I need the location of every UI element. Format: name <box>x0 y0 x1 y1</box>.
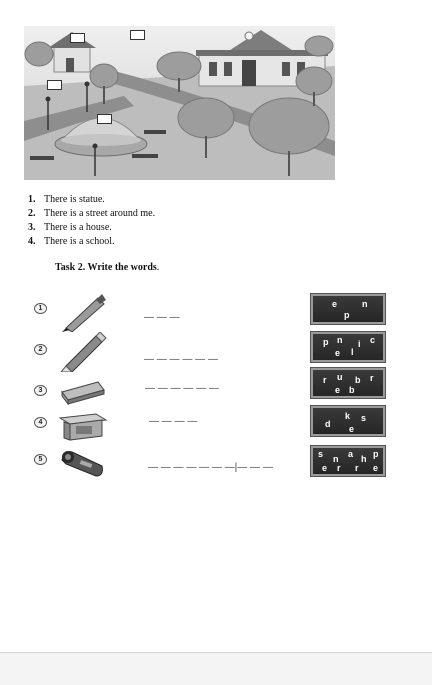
desk-icon <box>58 408 108 448</box>
label-box-2[interactable] <box>130 30 145 40</box>
word-row-2 <box>0 332 432 368</box>
word-gap: | <box>234 462 238 473</box>
label-box-4[interactable] <box>97 114 112 124</box>
sentence-4: 4. There is a school. <box>28 236 115 247</box>
item-number: 5 <box>34 454 47 465</box>
letter-tile: p n i c e l <box>311 332 385 362</box>
answer-blanks[interactable]: — — — — — — <box>145 383 219 394</box>
letter-tile: s n a h p e r r e <box>311 446 385 476</box>
letter-tile: e n p <box>311 294 385 324</box>
sentence-list <box>28 193 155 249</box>
word-row-1 <box>0 292 432 328</box>
letter-tile: r u b r e b <box>311 368 385 398</box>
task2-heading: Task 2. Write the words. <box>55 262 160 273</box>
label-box-1[interactable] <box>70 33 85 43</box>
item-number: 4 <box>34 417 47 428</box>
word-row-4 <box>0 406 432 442</box>
pencil-icon <box>58 332 108 372</box>
sentence-3: 3. There is a house. <box>28 222 112 233</box>
item-number: 3 <box>34 385 47 396</box>
letter-tile: k s d e <box>311 406 385 436</box>
word-row-3 <box>0 372 432 408</box>
sentence-1: 1. There is statue. <box>28 194 105 205</box>
pen-icon <box>58 292 108 332</box>
item-number: 1 <box>34 303 47 314</box>
label-box-3[interactable] <box>47 80 62 90</box>
park-illustration <box>24 26 335 180</box>
park-school-picture <box>24 26 335 180</box>
page-footer-bar <box>0 652 432 685</box>
answer-blanks[interactable]: — — — <box>144 312 180 323</box>
answer-blanks[interactable]: — — — — — — <box>144 354 218 365</box>
word-row-5 <box>0 444 432 480</box>
answer-blanks[interactable]: — — — — — — —|— — — <box>148 462 273 473</box>
sentence-2: 2. There is a street around me. <box>28 208 156 219</box>
sharpener-icon <box>58 444 108 484</box>
answer-blanks[interactable]: — — — — <box>149 416 198 427</box>
item-number: 2 <box>34 344 47 355</box>
